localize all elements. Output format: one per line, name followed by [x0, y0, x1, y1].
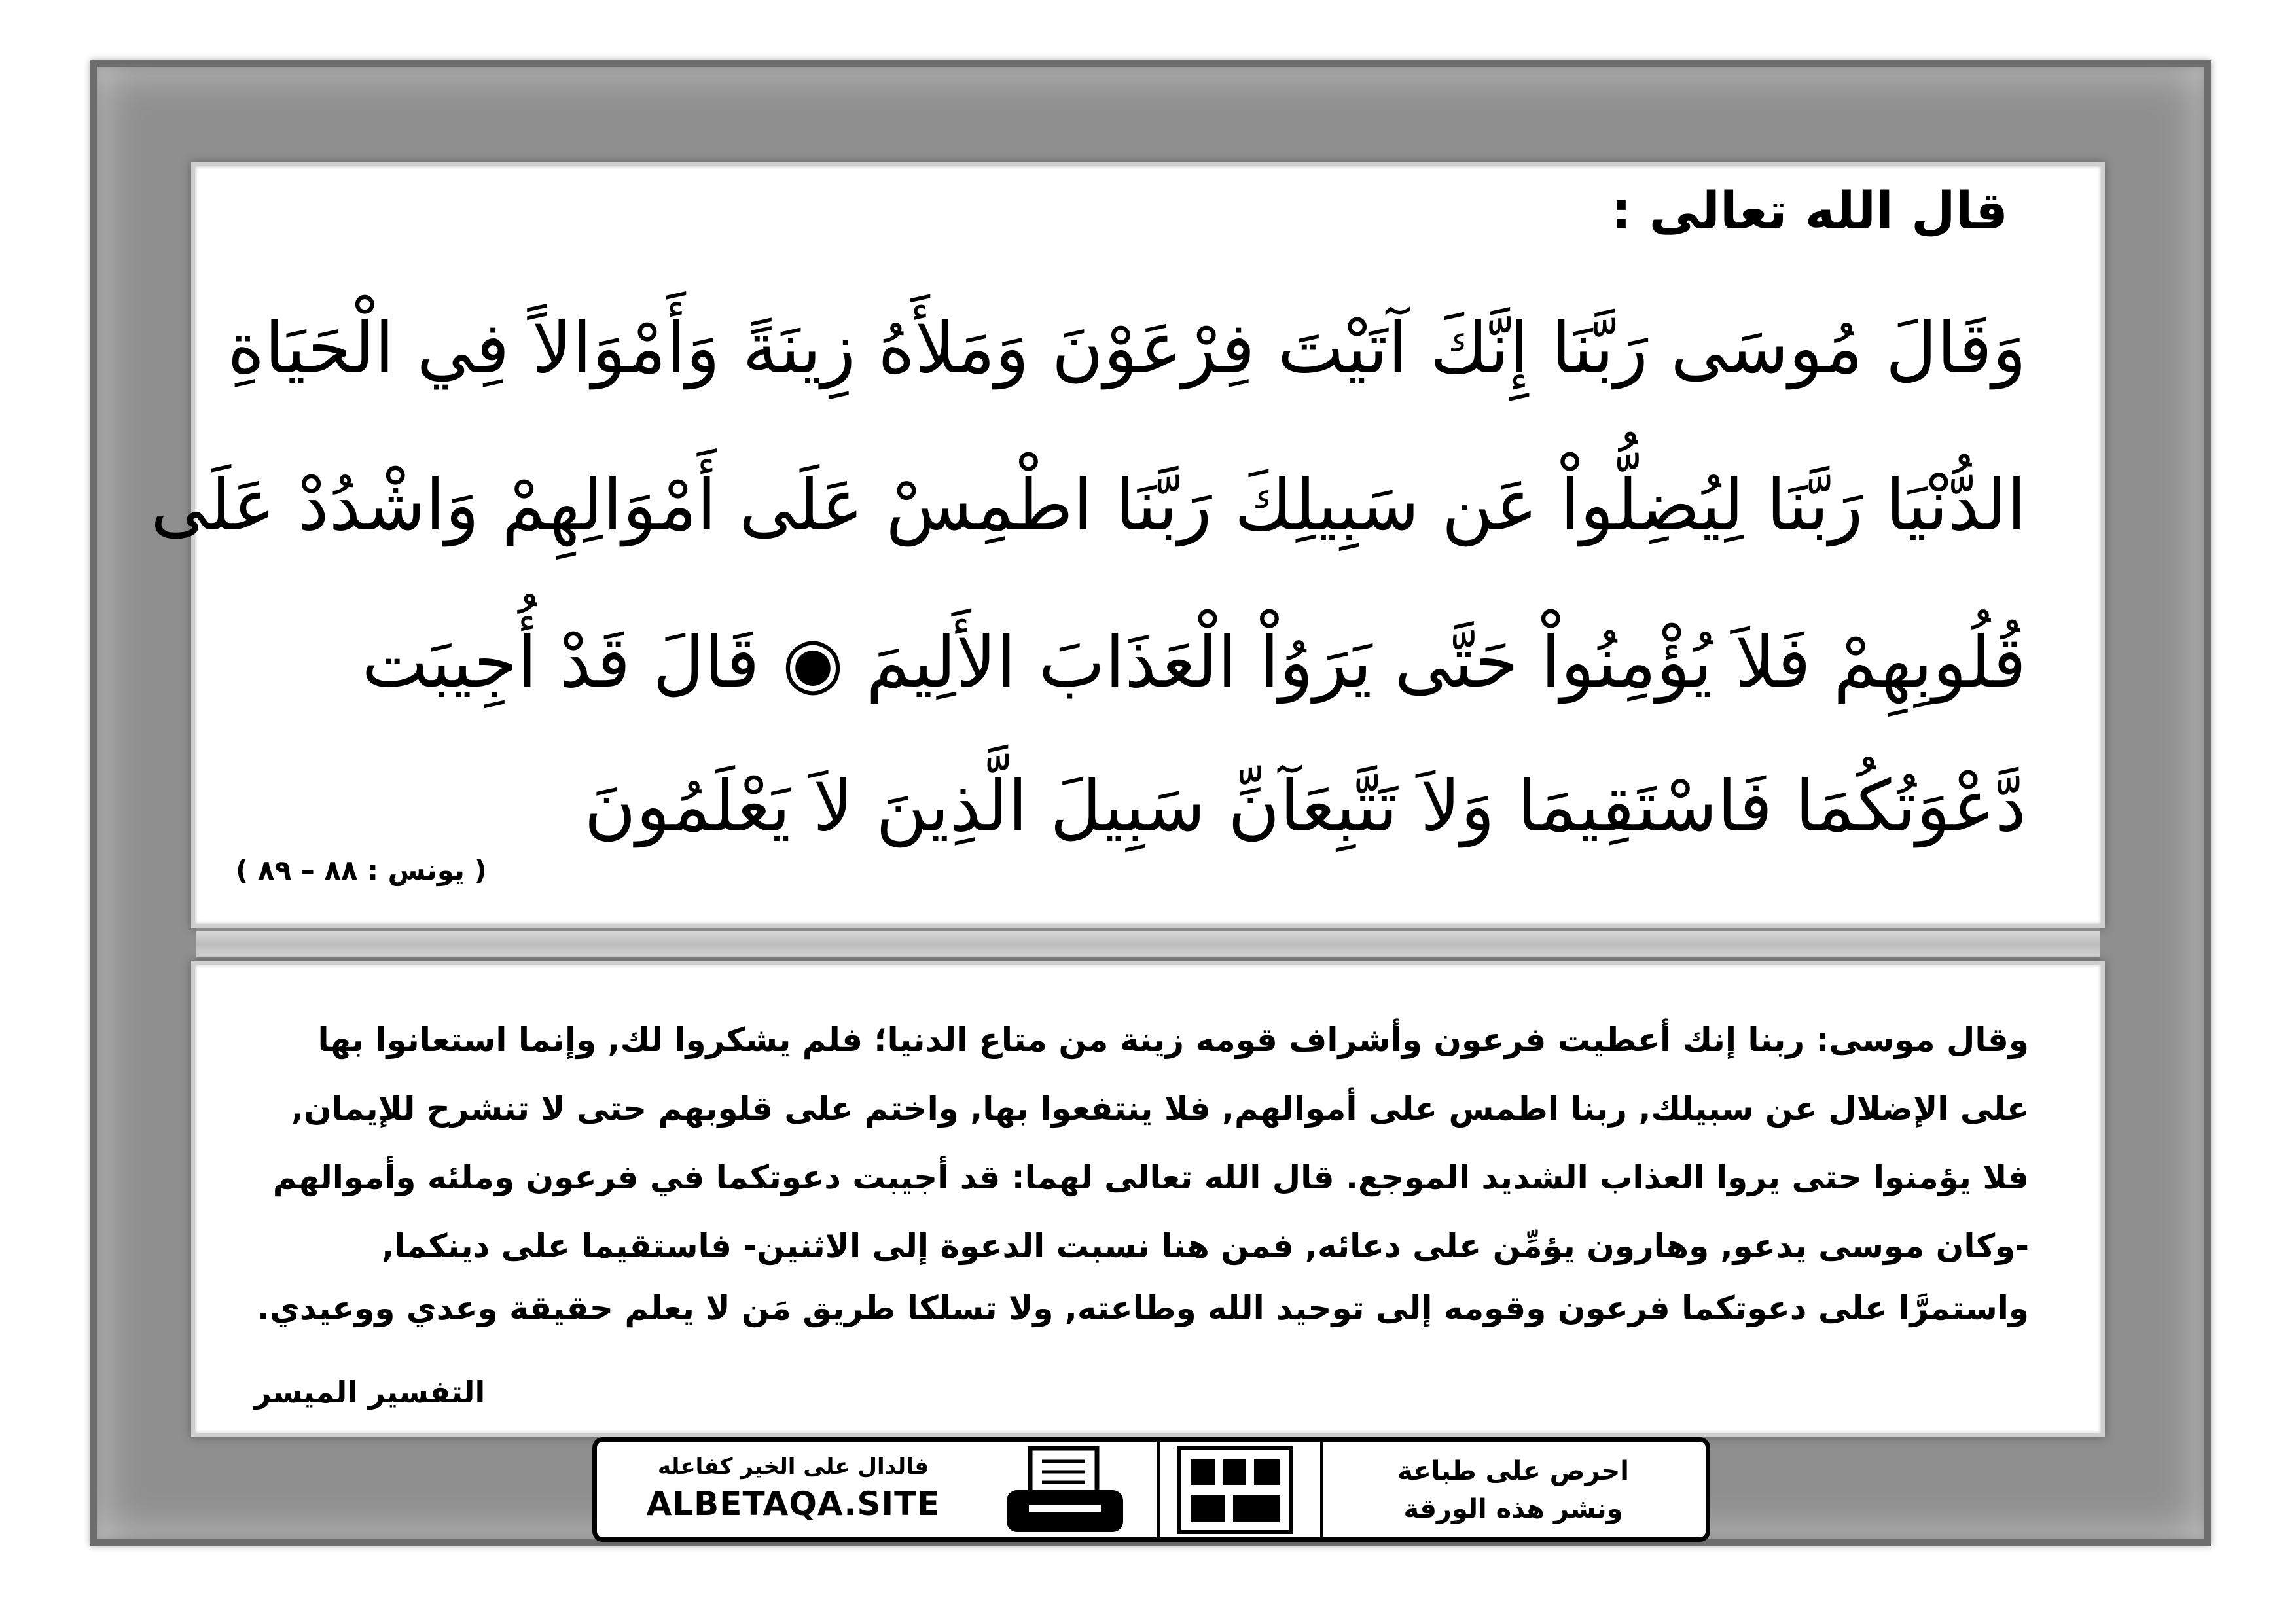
- footer-site[interactable]: ALBETAQA.SITE: [646, 1485, 941, 1523]
- footer-separator-2: [1320, 1442, 1323, 1537]
- footer-separator: [1157, 1442, 1160, 1537]
- tafsir-line-1: وقال موسى: ربنا إنك أعطيت فرعون وأشراف قومه زينة من متاع الدنيا؛ فلم يشكروا لك, وإنما استعانوا بها: [317, 1021, 2029, 1059]
- tafsir-line-3: فلا يؤمنوا حتى يروا العذاب الشديد الموجع. قال الله تعالى لهما: قد أجيبت دعوتكما في فرعون وملئه وأموالهم: [272, 1158, 2029, 1196]
- ayah-line-2: الدُّنْيَا رَبَّنَا لِيُضِلُّواْ عَن سَبِيلِكَ رَبَّنَا اطْمِسْ عَلَى أَمْوَالِهِمْ وَاشْدُدْ عَلَى: [151, 465, 2026, 546]
- tafsir-source: التفسير الميسر: [254, 1374, 486, 1410]
- tafsir-line-5: واستمرَّا على دعوتكما فرعون وقومه إلى توحيد الله وطاعته, ولا تسلكا طريق مَن لا يعلم حقيقة وعدي ووعيدي.: [257, 1289, 2029, 1327]
- ayah-line-3: قُلُوبِهِمْ فَلاَ يُؤْمِنُواْ حَتَّى يَرَوُاْ الْعَذَابَ الأَلِيمَ ◉ قَالَ قَدْ أُجِيبَت: [361, 622, 2026, 704]
- ayah-reference: ( يونس : ٨٨ – ٨٩ ): [236, 854, 487, 886]
- ayah-line-4: دَّعْوَتُكُمَا فَاسْتَقِيمَا وَلاَ تَتَّبِعَآنِّ سَبِيلَ الَّذِينَ لاَ يَعْلَمُونَ: [584, 766, 2026, 847]
- footer-bar: [592, 1437, 1710, 1542]
- verse-heading: قال الله تعالى :: [1611, 182, 2008, 241]
- footer-notice-line1: احرص على طباعة: [1397, 1456, 1629, 1486]
- tafsir-line-4: -وكان موسى يدعو, وهارون يؤمِّن على دعائه, فمن هنا نسبت الدعوة إلى الاثنين- فاستقيما على دينكما,: [382, 1227, 2029, 1265]
- footer-notice-line2: ونشر هذه الورقة: [1403, 1494, 1623, 1524]
- printer-icon: [1003, 1444, 1127, 1536]
- ayah-line-1: وَقَالَ مُوسَى رَبَّنَا إِنَّكَ آتَيْتَ فِرْعَوْنَ وَمَلأَهُ زِينَةً وَأَمْوَالاً فِي الْحَيَاةِ: [227, 308, 2026, 389]
- tafsir-line-2: على الإضلال عن سبيلك, ربنا اطمس على أموالهم, فلا ينتفعوا بها, واختم على قلوبهم حتى لا تنشرح للإيمان,: [291, 1090, 2029, 1128]
- logo-icon: [1173, 1444, 1304, 1536]
- panel-divider: [196, 928, 2100, 961]
- footer-slogan: فالدال على الخير كفاعله: [657, 1454, 929, 1480]
